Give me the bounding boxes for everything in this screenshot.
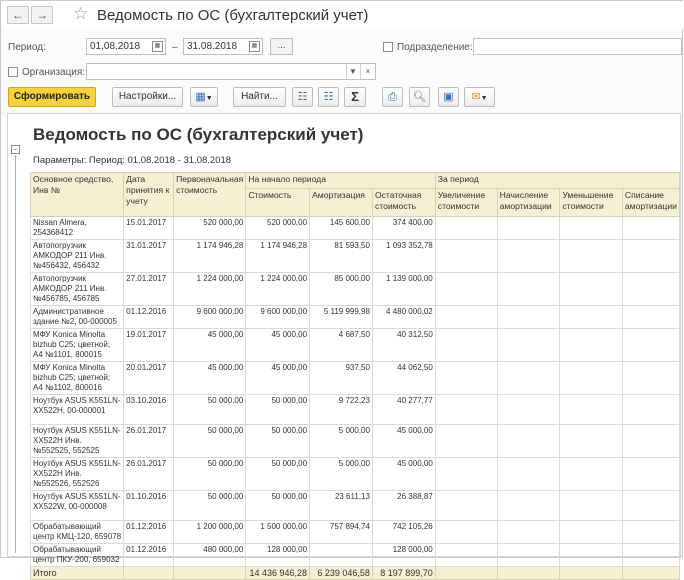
total-label: Итого [31, 567, 124, 580]
amortization-cell: 23 611,13 [310, 491, 373, 521]
organization-label: Организация: [22, 67, 86, 78]
writeoff-cell [622, 306, 679, 329]
group-icon: ☷ [323, 91, 334, 103]
cost-cell: 520 000,00 [246, 217, 310, 240]
subdivision-field[interactable] [473, 38, 682, 55]
find-button[interactable]: Найти... [233, 87, 286, 107]
asset-cell: Обрабатывающий центр ПКУ-200, 659032 [31, 544, 124, 567]
increase-cell [435, 458, 497, 491]
asset-cell: Автопогрузчик АМКОДОР 211 Инв. №456785, 456785 [31, 273, 124, 306]
residual-cell: 742 105,26 [372, 521, 435, 544]
date-cell: 26.01.2017 [124, 458, 174, 491]
writeoff-cell [622, 544, 679, 567]
writeoff-cell [622, 425, 679, 458]
cost-cell: 1 224 000,00 [246, 273, 310, 306]
date-cell: 01.12.2016 [124, 544, 174, 567]
initial-cost-cell: 9 600 000,00 [174, 306, 246, 329]
residual-cell: 26 388,87 [372, 491, 435, 521]
increase-cell [435, 362, 497, 395]
report-title: Ведомость по ОС (бухгалтерский учет) [33, 125, 364, 144]
increase-cell [435, 491, 497, 521]
header-cost: Стоимость [246, 188, 310, 216]
asset-cell: Ноутбук ASUS K551LN-XX522H Инв. №552526, 552526 [31, 458, 124, 491]
preview-icon[interactable] [409, 87, 430, 107]
amortization-cell: 5 000,00 [310, 458, 373, 491]
total-initial [174, 567, 246, 580]
period-label: Период: [8, 42, 46, 53]
header-for-period: За период [435, 173, 679, 189]
accrual-cell [497, 306, 560, 329]
header-asset: Основное средство, Инв № [31, 173, 124, 217]
save-icon[interactable] [438, 87, 459, 107]
residual-cell: 45 000,00 [372, 458, 435, 491]
table-row[interactable] [31, 395, 680, 425]
title-bar [1, 1, 684, 29]
period-select-button[interactable]: ... [270, 38, 293, 55]
amortization-cell: 757 894,74 [310, 521, 373, 544]
increase-cell [435, 544, 497, 567]
expand-groups-icon[interactable] [292, 87, 313, 107]
decrease-cell [560, 395, 623, 425]
header-accrual: Начисление амортизации [497, 188, 560, 216]
asset-cell: Ноутбук ASUS K551LN-XX522H Инв. №552525, 552525 [31, 425, 124, 458]
increase-cell [435, 395, 497, 425]
printer-icon: ⎙ [388, 91, 397, 103]
date-from-field[interactable] [86, 38, 166, 55]
initial-cost-cell: 1 224 000,00 [174, 273, 246, 306]
total-date [124, 567, 174, 580]
accrual-cell [497, 240, 560, 273]
decrease-cell [560, 362, 623, 395]
writeoff-cell [622, 395, 679, 425]
amortization-cell: 5 119 999,98 [310, 306, 373, 329]
total-row [31, 567, 680, 580]
amortization-cell: 145 600,00 [310, 217, 373, 240]
calendar-icon[interactable]: ▦ [249, 41, 260, 52]
residual-cell: 128 000,00 [372, 544, 435, 567]
initial-cost-cell: 1 200 000,00 [174, 521, 246, 544]
amortization-cell: 4 687,50 [310, 329, 373, 362]
asset-cell: Обрабатывающий центр КМЦ-120, 659078 [31, 521, 124, 544]
total-residual: 8 197 899,70 [372, 567, 435, 580]
asset-cell: Административное здание №2, 00-000005 [31, 306, 124, 329]
collapse-groups-icon[interactable] [318, 87, 339, 107]
header-increase: Увеличение стоимости [435, 188, 497, 216]
decrease-cell [560, 240, 623, 273]
initial-cost-cell: 1 174 946,28 [174, 240, 246, 273]
calendar-icon[interactable]: ▦ [152, 41, 163, 52]
accrual-cell [497, 273, 560, 306]
total-amortization: 6 239 046,58 [310, 567, 373, 580]
total-decrease [560, 567, 623, 580]
writeoff-cell [622, 458, 679, 491]
writeoff-cell [622, 240, 679, 273]
writeoff-cell [622, 329, 679, 362]
increase-cell [435, 273, 497, 306]
header-start-period: На начало периода [246, 173, 435, 189]
cost-cell: 45 000,00 [246, 329, 310, 362]
header-initial-cost: Первоначальная стоимость [174, 173, 246, 217]
date-cell: 20.01.2017 [124, 362, 174, 395]
initial-cost-cell: 50 000,00 [174, 395, 246, 425]
table-row[interactable] [31, 521, 680, 544]
subdivision-checkbox[interactable] [383, 42, 393, 52]
date-cell: 19.01.2017 [124, 329, 174, 362]
initial-cost-cell: 50 000,00 [174, 491, 246, 521]
print-icon[interactable] [382, 87, 403, 107]
residual-cell: 1 139 000,00 [372, 273, 435, 306]
cost-cell: 50 000,00 [246, 395, 310, 425]
accrual-cell [497, 458, 560, 491]
accrual-cell [497, 425, 560, 458]
amortization-cell: 85 000,00 [310, 273, 373, 306]
increase-cell [435, 329, 497, 362]
decrease-cell [560, 306, 623, 329]
accrual-cell [497, 521, 560, 544]
group-icon: ☷ [297, 91, 308, 103]
writeoff-cell [622, 217, 679, 240]
cost-cell: 50 000,00 [246, 458, 310, 491]
cost-cell: 128 000,00 [246, 544, 310, 567]
date-cell: 01.10.2016 [124, 491, 174, 521]
asset-cell: Ноутбук ASUS K551LN-XX522W, 00-000008 [31, 491, 124, 521]
chevron-down-icon: ▼ [205, 95, 213, 102]
window-title: Ведомость по ОС (бухгалтерский учет) [97, 7, 369, 24]
residual-cell: 45 000,00 [372, 425, 435, 458]
amortization-cell: 81 593,50 [310, 240, 373, 273]
accrual-cell [497, 544, 560, 567]
date-cell: 01.12.2016 [124, 521, 174, 544]
date-from-value: 01.08.2018 [90, 41, 141, 52]
amortization-cell: 5 000,00 [310, 425, 373, 458]
table-row[interactable] [31, 458, 680, 491]
collapse-icon[interactable]: - [11, 145, 20, 154]
cost-cell: 45 000,00 [246, 362, 310, 395]
accrual-cell [497, 329, 560, 362]
date-cell: 26.01.2017 [124, 425, 174, 458]
table-row[interactable] [31, 273, 680, 306]
total-writeoff [622, 567, 679, 580]
table-row[interactable] [31, 217, 680, 240]
writeoff-cell [622, 273, 679, 306]
report-document[interactable] [7, 113, 681, 578]
arrow-left-icon[interactable]: ← [7, 6, 29, 24]
settings-button[interactable]: Настройки... [112, 87, 183, 107]
decrease-cell [560, 521, 623, 544]
amortization-cell: 9 722,23 [310, 395, 373, 425]
generate-button[interactable]: Сформировать [8, 87, 96, 107]
writeoff-cell [622, 491, 679, 521]
date-cell: 03.10.2016 [124, 395, 174, 425]
amortization-cell: 937,50 [310, 362, 373, 395]
cost-cell: 50 000,00 [246, 491, 310, 521]
subdivision-label: Подразделение: [397, 42, 473, 53]
decrease-cell [560, 273, 623, 306]
arrow-right-icon[interactable]: → [31, 6, 53, 24]
residual-cell: 374 400,00 [372, 217, 435, 240]
decrease-cell [560, 491, 623, 521]
increase-cell [435, 425, 497, 458]
date-to-value: 31.08.2018 [187, 41, 238, 52]
residual-cell: 44 062,50 [372, 362, 435, 395]
writeoff-cell [622, 521, 679, 544]
floppy-icon: ▣ [443, 91, 454, 103]
table-row[interactable] [31, 362, 680, 395]
table-row[interactable] [31, 491, 680, 521]
cost-cell: 1 174 946,28 [246, 240, 310, 273]
decrease-cell [560, 425, 623, 458]
initial-cost-cell: 50 000,00 [174, 458, 246, 491]
decrease-cell [560, 458, 623, 491]
table-row[interactable] [31, 425, 680, 458]
increase-cell [435, 217, 497, 240]
table-row[interactable] [31, 544, 680, 567]
cost-cell: 50 000,00 [246, 425, 310, 458]
accrual-cell [497, 217, 560, 240]
writeoff-cell [622, 362, 679, 395]
asset-cell: Nissan Almera, 254368412 [31, 217, 124, 240]
report-params: Параметры: Период: 01.08.2018 - 31.08.2018 [33, 155, 232, 166]
initial-cost-cell: 520 000,00 [174, 217, 246, 240]
chevron-down-icon[interactable]: ▼ [346, 64, 359, 79]
header-row-1 [31, 173, 680, 189]
header-decrease: Уменьшение стоимости [560, 188, 623, 216]
table-row[interactable] [31, 329, 680, 362]
asset-cell: Ноутбук ASUS K551LN-XX522H, 00-000001 [31, 395, 124, 425]
amortization-cell [310, 544, 373, 567]
sum-icon: Σ [351, 89, 359, 104]
cost-cell: 1 500 000,00 [246, 521, 310, 544]
clipboard-icon: ▦ [195, 91, 206, 103]
report-table [30, 172, 680, 580]
cost-cell: 9 600 000,00 [246, 306, 310, 329]
date-cell: 15.01.2017 [124, 217, 174, 240]
decrease-cell [560, 544, 623, 567]
residual-cell: 40 277,77 [372, 395, 435, 425]
date-cell: 01.12.2016 [124, 306, 174, 329]
total-increase [435, 567, 497, 580]
send-mail-button[interactable] [464, 87, 495, 107]
initial-cost-cell: 45 000,00 [174, 362, 246, 395]
period-dash: – [172, 42, 178, 53]
organization-checkbox[interactable] [8, 67, 18, 77]
organization-field[interactable] [86, 63, 376, 80]
star-icon[interactable]: ☆ [73, 4, 89, 23]
decrease-cell [560, 217, 623, 240]
total-cost: 14 436 946,28 [246, 567, 310, 580]
table-row[interactable] [31, 306, 680, 329]
clear-icon[interactable]: × [360, 64, 375, 79]
header-writeoff: Списание амортизации [622, 188, 679, 216]
header-date: Дата принятия к учету [124, 173, 174, 217]
date-cell: 27.01.2017 [124, 273, 174, 306]
initial-cost-cell: 45 000,00 [174, 329, 246, 362]
residual-cell: 1 093 352,78 [372, 240, 435, 273]
table-row[interactable] [31, 240, 680, 273]
initial-cost-cell: 480 000,00 [174, 544, 246, 567]
variant-dropdown-button[interactable] [190, 87, 218, 107]
date-to-field[interactable] [183, 38, 263, 55]
group-line [15, 155, 16, 553]
increase-cell [435, 521, 497, 544]
residual-cell: 40 312,50 [372, 329, 435, 362]
accrual-cell [497, 362, 560, 395]
residual-cell: 4 480 000,02 [372, 306, 435, 329]
date-cell: 31.01.2017 [124, 240, 174, 273]
asset-cell: Автопогрузчик АМКОДОР 211 Инв. №456432, 456432 [31, 240, 124, 273]
increase-cell [435, 240, 497, 273]
initial-cost-cell: 50 000,00 [174, 425, 246, 458]
asset-cell: МФУ Konica Minolta bizhub C25; цветной; A4 №1102, 800016 [31, 362, 124, 395]
accrual-cell [497, 491, 560, 521]
header-residual: Остаточная стоимость [372, 188, 435, 216]
envelope-icon: ✉ [471, 91, 481, 103]
increase-cell [435, 306, 497, 329]
asset-cell: МФУ Konica Minolta bizhub C25; цветной; A4 №1101, 800015 [31, 329, 124, 362]
total-accrual [497, 567, 560, 580]
decrease-cell [560, 329, 623, 362]
sum-button[interactable] [344, 87, 366, 107]
chevron-down-icon: ▼ [480, 95, 488, 102]
magnifier-icon: 🔍︎ [412, 91, 427, 103]
accrual-cell [497, 395, 560, 425]
header-amortization: Амортизация [310, 188, 373, 216]
